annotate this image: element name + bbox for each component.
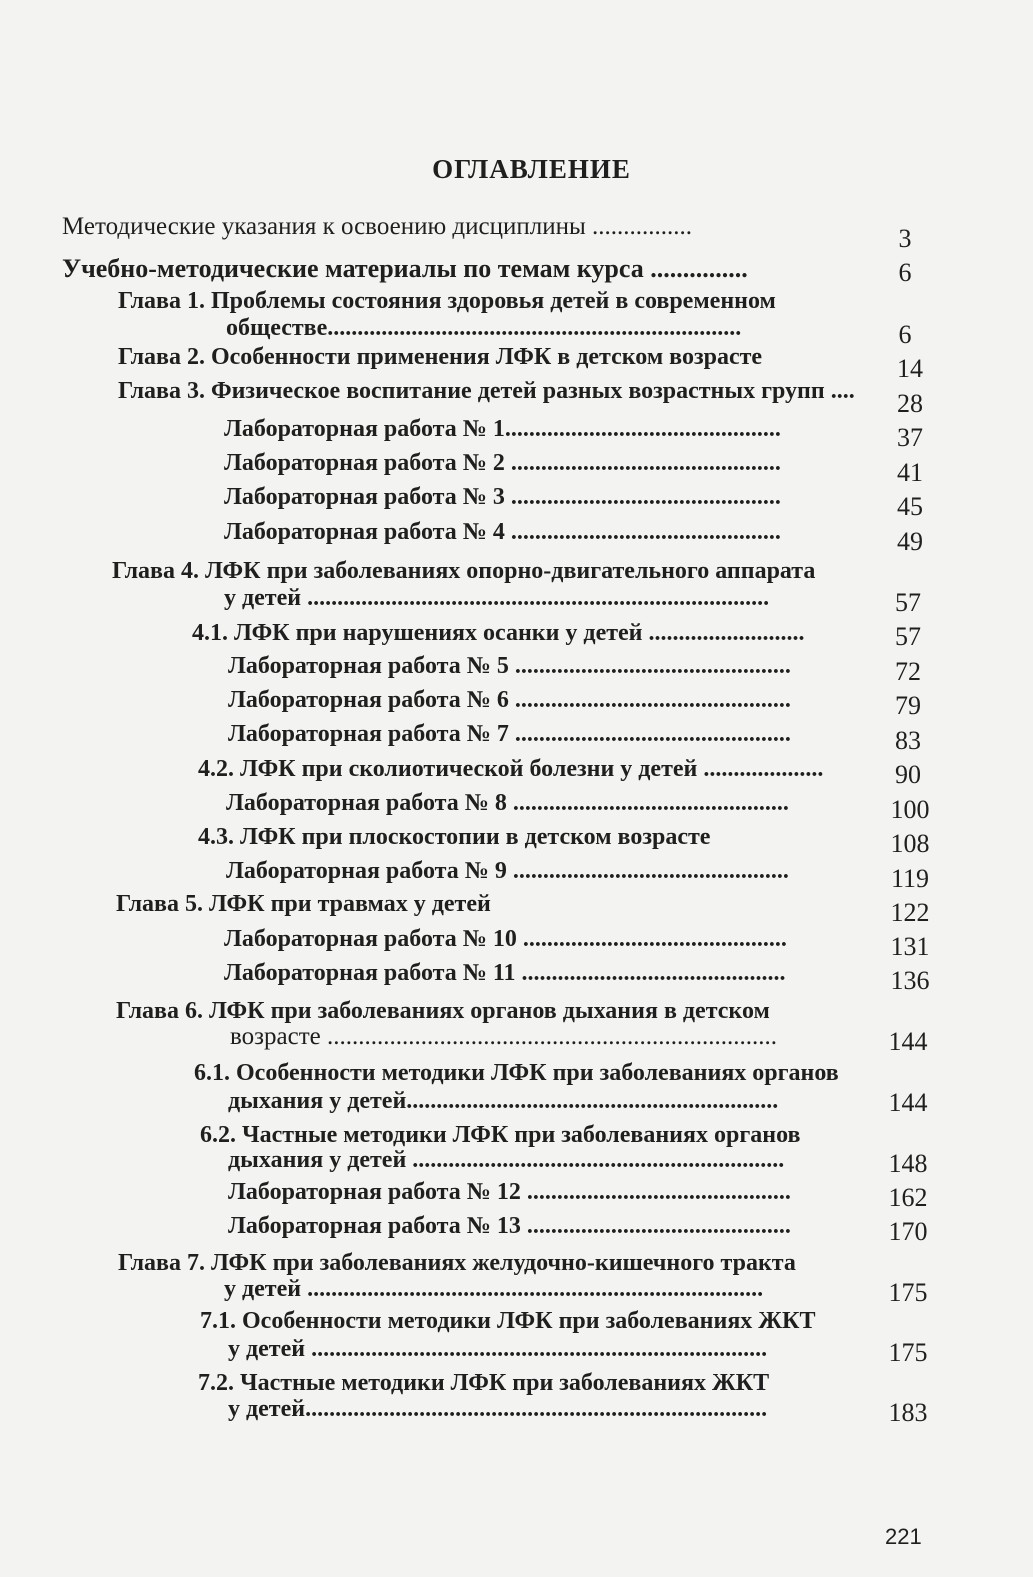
toc-entry: 4.2. ЛФК при сколиотической болезни у детей .................... [198, 756, 824, 782]
toc-page-number: 136 [890, 966, 930, 995]
toc-entry: 6.2. Частные методики ЛФК при заболеваниях органов [200, 1122, 801, 1148]
toc-page-number: 14 [897, 354, 923, 383]
toc-page-number: 6 [898, 258, 912, 287]
toc-entry: Лабораторная работа № 4 ............................................. [224, 519, 781, 545]
toc-page-number: 100 [890, 795, 930, 824]
toc-page-number: 45 [897, 492, 923, 521]
toc-entry: Лабораторная работа № 3 ............................................. [224, 484, 781, 510]
toc-entry: Глава 1. Проблемы состояния здоровья детей в современном [118, 288, 776, 314]
toc-entry: 7.2. Частные методики ЛФК при заболеваниях ЖКТ [198, 1370, 770, 1396]
toc-page-number: 148 [888, 1149, 928, 1178]
toc-page-number: 79 [895, 691, 921, 720]
toc-page-number: 3 [898, 224, 912, 253]
toc-page-number: 41 [897, 458, 923, 487]
toc-entry: Лабораторная работа № 7 .............................................. [228, 721, 791, 747]
toc-entry: Лабораторная работа № 5 .............................................. [228, 653, 791, 679]
toc-entry: Глава 2. Особенности применения ЛФК в детском возрасте [118, 344, 763, 370]
toc-entry: Глава 4. ЛФК при заболеваниях опорно-двигательного аппарата [112, 558, 816, 584]
toc-page-number: 37 [897, 423, 923, 452]
toc-entry: 4.3. ЛФК при плоскостопии в детском возрасте [198, 824, 711, 850]
toc-page-number: 183 [888, 1398, 928, 1427]
page-number: 221 [885, 1524, 922, 1549]
toc-page-number: 83 [895, 726, 921, 755]
toc-entry: 6.1. Особенности методики ЛФК при заболеваниях органов [194, 1060, 839, 1086]
toc-entry: у детей ............................................................................ [224, 1276, 764, 1302]
toc-entry: 4.1. ЛФК при нарушениях осанки у детей .......................... [192, 620, 805, 646]
toc-page-number: 6 [898, 320, 912, 349]
toc-entry: у детей ............................................................................ [228, 1336, 768, 1362]
toc-page-number: 119 [890, 864, 930, 893]
toc-entry: Лабораторная работа № 10 ............................................ [224, 926, 787, 952]
toc-page-number: 57 [895, 622, 921, 651]
toc-entry: Глава 7. ЛФК при заболеваниях желудочно-кишечного тракта [118, 1250, 796, 1276]
toc-page-number: 90 [895, 760, 921, 789]
toc-entry: Глава 3. Физическое воспитание детей разных возрастных групп .... [118, 378, 855, 404]
toc-page-number: 72 [895, 657, 921, 686]
toc-entry: Учебно-методические материалы по темам курса ............... [62, 254, 748, 283]
toc-page-number: 175 [888, 1278, 928, 1307]
toc-page-number: 175 [888, 1338, 928, 1367]
toc-entry: Лабораторная работа № 6 .............................................. [228, 687, 791, 713]
toc-page-number: 28 [897, 389, 923, 418]
toc-entry: Лабораторная работа № 12 ............................................ [228, 1179, 791, 1205]
toc-entry: Глава 6. ЛФК при заболеваниях органов дыхания в детском [116, 998, 770, 1024]
toc-page-number: 162 [888, 1183, 928, 1212]
toc-page-number: 57 [895, 588, 921, 617]
toc-entry: возрасте ........................................................................ [230, 1023, 777, 1050]
toc-entry: Лабораторная работа № 8 .............................................. [226, 790, 789, 816]
toc-page-number: 122 [890, 898, 930, 927]
toc-page-number: 49 [897, 527, 923, 556]
toc-page-number: 170 [888, 1217, 928, 1246]
toc-page-number: 131 [890, 932, 930, 961]
toc-entry: у детей............................................................................. [228, 1396, 768, 1422]
toc-entry: Лабораторная работа № 1.............................................. [224, 416, 781, 442]
toc-entry: обществе..................................................................... [226, 315, 742, 341]
toc-entry: дыхания у детей .............................................................. [228, 1147, 785, 1173]
toc-entry: 7.1. Особенности методики ЛФК при заболеваниях ЖКТ [200, 1308, 816, 1334]
page-title: ОГЛАВЛЕНИЕ [432, 154, 631, 184]
toc-entry: Лабораторная работа № 9 .............................................. [226, 858, 789, 884]
toc-entry: Глава 5. ЛФК при травмах у детей [116, 891, 491, 917]
toc-page-number: 144 [888, 1088, 928, 1117]
toc-entry: у детей ............................................................................. [224, 585, 770, 611]
toc-page-number: 144 [888, 1027, 928, 1056]
toc-entry: дыхания у детей.............................................................. [228, 1088, 779, 1114]
toc-page-number: 108 [890, 829, 930, 858]
toc-entry: Лабораторная работа № 2 ............................................. [224, 450, 781, 476]
toc-entry: Лабораторная работа № 13 ............................................ [228, 1213, 791, 1239]
toc-entry: Лабораторная работа № 11 ............................................ [224, 960, 786, 986]
toc-entry: Методические указания к освоению дисциплины ................ [62, 213, 693, 240]
